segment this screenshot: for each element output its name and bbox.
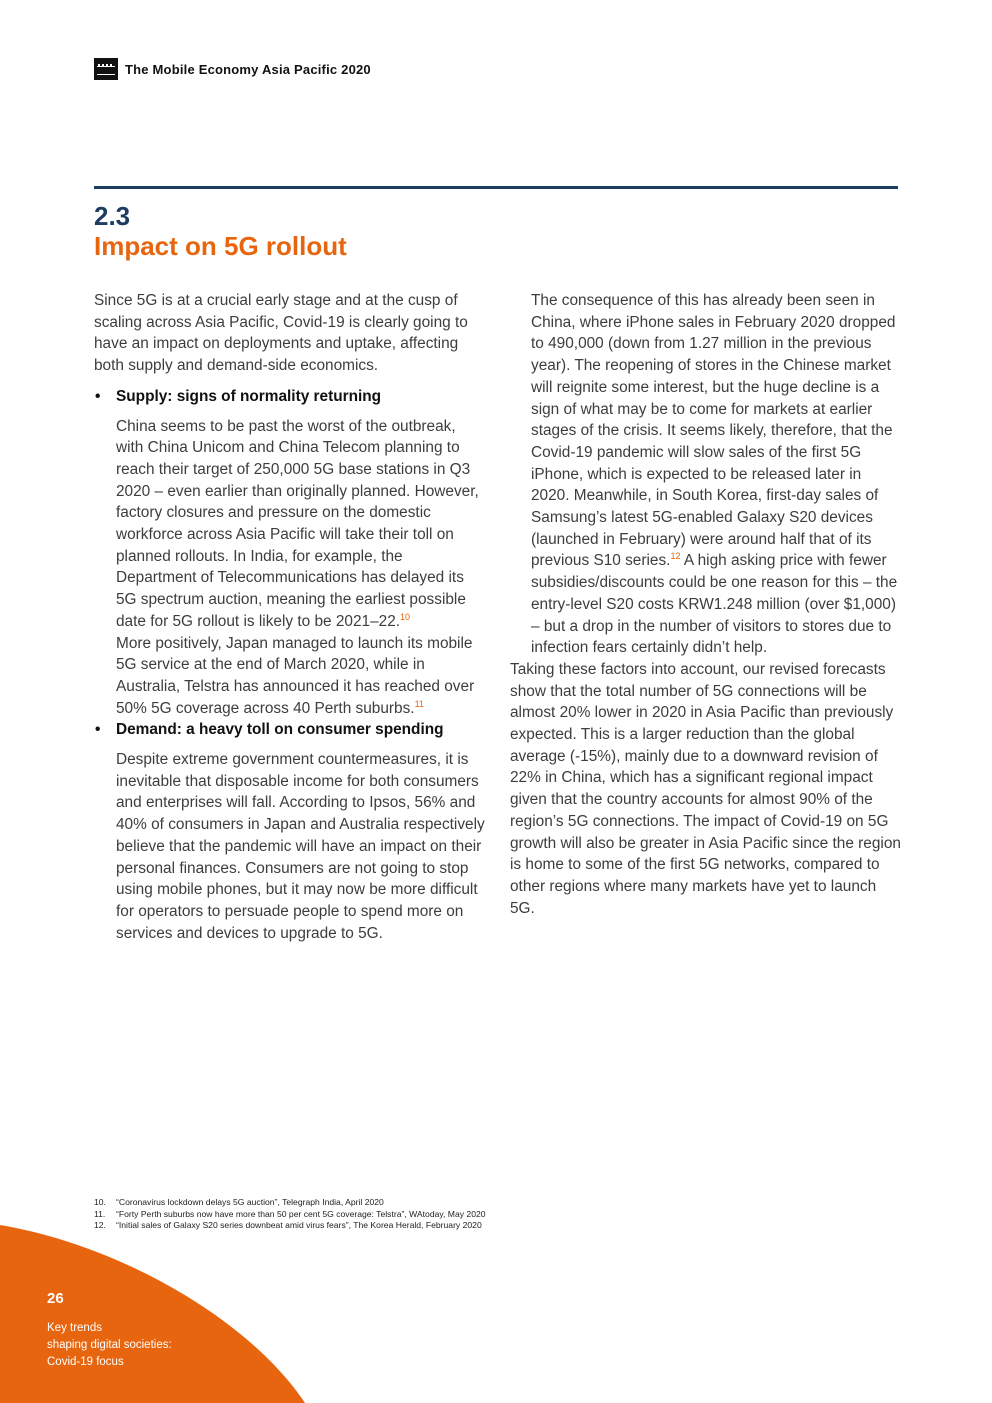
footnote-ref[interactable]: 10 [400,611,411,622]
bullet-icon: • [95,721,101,739]
page-header [94,58,371,80]
footnote-item: 11. “Forty Perth suburbs now have more than 50 per cent 5G coverage: Telstra”, WAtoday, May 2020 [94,1208,486,1219]
supply-paragraph-2 [94,633,486,720]
section-label: Key trends shaping digital societies: Covid-19 focus [47,1322,172,1368]
forecast-paragraph: Taking these factors into account, our revised forecasts show that the total number of 5G connections will be almost 20% lower in 2020 in Asia Pacific than previously expected. This is a larger reduction than the global average (-15%), mainly due to a downward revision of 22% in China, which has a significant regional impact given that the country accounts for almost 90% of the region’s 5G connections. The impact of Covid-19 on 5G growth will also be greater in Asia Pacific since the region is home to some of the first 5G networks, compared to other regions where many markets have yet to launch 5G. [510,660,901,917]
footnote-item: 12. “Initial sales of Galaxy S20 series downbeat amid virus fears”, The Korea Herald, February 2020 [94,1220,482,1230]
paragraph-text: The consequence of this has already been seen in China, where iPhone sales in February 2020 dropped to 490,000 (down from 1.27 million in the previous year). The reopening of stores in the Chinese market will reignite some interest, but the huge decline is a sign of what may be to come for markets at earlier stages of the crisis. It seems likely, therefore, that the Covid-19 pandemic will slow sales of the first 5G iPhone, which is expected to be released later in 2020. Meanwhile, in South Korea, first-day sales of Samsung’s latest 5G-enabled Galaxy S20 devices (launched in February) were around half that of its previous S10 series. [531,292,896,570]
paragraph-text: China seems to be past the worst of the outbreak, with China Unicom and China Telecom planning to reach their target of 250,000 5G base stations in Q3 2020 – even earlier than originally planned. However, factory closures and pressure on the domestic workforce across Asia Pacific will take their toll on planned rollouts. In India, for example, the Department of Telecommunications has delayed its 5G spectrum auction, meaning the earliest possible date for 5G rollout is likely to be 2021–22. [116,417,479,630]
report-title: The Mobile Economy Asia Pacific 2020 [125,61,371,77]
gsma-logo-icon [94,58,118,80]
right-column [510,290,902,919]
page-number: 26 [47,1290,64,1307]
paragraph-text: A high asking price with fewer subsidies/discounts could be one reason for this – the entry-level S20 costs KRW1.248 million (over $1,000) – but a drop in the number of visitors to stores due to infection fears certainly didn’t help. [531,552,898,657]
section-divider [94,186,898,189]
corner-decoration [0,1225,310,1403]
footnote-ref[interactable]: 11 [414,698,424,709]
footnote-item: 10. “Coronavirus lockdown delays 5G auction”, Telegraph India, April 2020 [94,1197,384,1207]
consequence-paragraph [510,290,902,659]
intro-paragraph: Since 5G is at a crucial early stage and at the cusp of scaling across Asia Pacific, Covid-19 is clearly going to have an impact on deployments and uptake, affecting both supply and demand-side economics. [94,292,468,375]
section-title: Impact on 5G rollout [94,231,347,261]
supply-paragraph-1 [94,416,486,633]
bullet-icon: • [95,387,101,405]
demand-paragraph-1: Despite extreme government countermeasures, it is inevitable that disposable income for both consumers and enterprises will fall. According to Ipsos, 56% and 40% of consumers in Japan and Australia respectively believe that the pandemic will have an impact on their personal finances. Consumers are not going to stop using mobile phones, but it may now be more difficult for operators to persuade people to spend more on services and devices to upgrade to 5G. [116,751,485,942]
bullet-heading-text: Supply: signs of normality returning [116,387,382,405]
section-number: 2.3 [94,201,131,231]
paragraph-text: More positively, Japan managed to launch its mobile 5G service at the end of March 2020, while in Australia, Telstra has announced it has reached over 50% 5G coverage across 40 Perth suburbs. [116,634,475,717]
footnote-ref[interactable]: 12 [670,551,681,562]
bullet-demand-heading [94,719,486,741]
bullet-supply-heading [94,386,486,408]
bullet-heading-text: Demand: a heavy toll on consumer spending [116,721,444,739]
left-column [94,290,486,944]
